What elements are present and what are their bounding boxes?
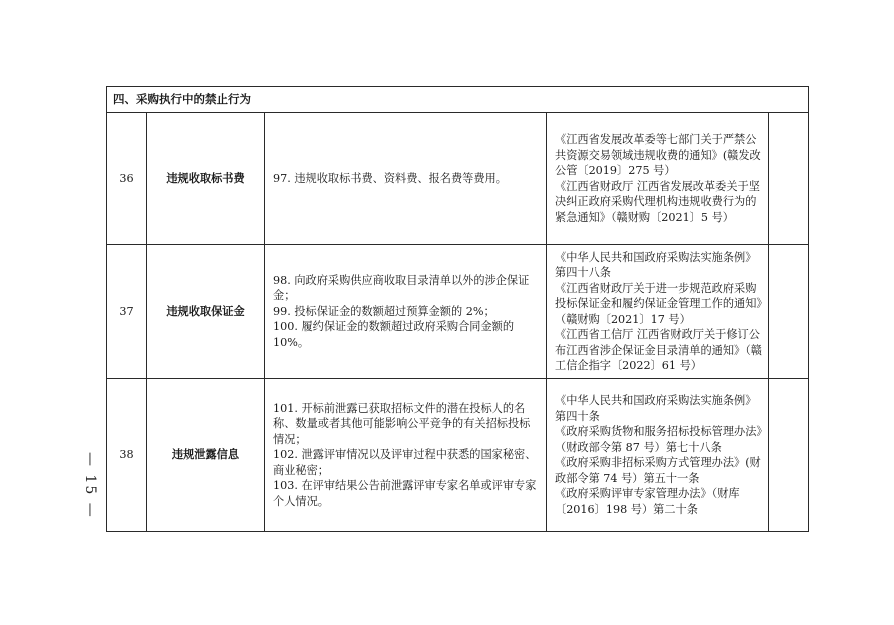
description-item: 98. 向政府采购供应商收取目录清单以外的涉企保证金； — [273, 273, 530, 303]
legal-basis — [547, 113, 769, 245]
description-item: 97. 违规收取标书费、资料费、报名费等费用。 — [273, 171, 507, 185]
basis-item: 《江西省工信厅 江西省财政厅关于修订公布江西省涉企保证金目录清单的通知》（赣工信企指字〔2022〕61 号） — [555, 328, 762, 372]
behavior-description — [265, 245, 547, 379]
description-item: 102. 泄露评审情况以及评审过程中获悉的国家秘密、商业秘密； — [273, 448, 537, 477]
table-row — [107, 245, 809, 379]
prohibited-behaviors-table — [106, 86, 809, 532]
remarks-cell — [769, 379, 809, 532]
page-number: — 15 — — [82, 451, 98, 519]
behavior-name: 违规收取标书费 — [147, 113, 265, 245]
remarks-cell — [769, 245, 809, 379]
remarks-cell — [769, 113, 809, 245]
legal-basis — [547, 245, 769, 379]
section-title: 四、采购执行中的禁止行为 — [107, 87, 809, 113]
basis-item: 《政府采购评审专家管理办法》（财库〔2016〕198 号）第二十条 — [555, 487, 740, 516]
table-row — [107, 113, 809, 245]
row-number: 38 — [107, 379, 147, 532]
basis-item: 《政府采购非招标采购方式管理办法》(财政部令第 74 号）第五十一条 — [555, 456, 761, 485]
basis-item: 《政府采购货物和服务招标投标管理办法》（财政部令第 87 号）第七十八条 — [555, 425, 762, 454]
basis-item: 《江西省财政厅 江西省发展改革委关于坚决纠正政府采购代理机构违规收费行为的紧急通知》（赣财购〔2021〕5 号） — [555, 179, 760, 224]
description-item: 99. 投标保证金的数额超过预算金额的 2%； — [273, 304, 495, 318]
row-number: 37 — [107, 245, 147, 379]
behavior-description — [265, 379, 547, 532]
description-item: 103. 在评审结果公告前泄露评审专家名单或评审专家个人情况。 — [273, 479, 537, 508]
legal-basis — [547, 379, 769, 532]
description-item: 101. 开标前泄露已获取招标文件的潜在投标人的名称、数量或者其他可能影响公平竞争的有关招标投标情况； — [273, 401, 531, 446]
behavior-description — [265, 113, 547, 245]
basis-item: 《中华人民共和国政府采购法实施条例》第四十条 — [555, 394, 757, 423]
basis-item: 《江西省财政厅关于进一步规范政府采购投标保证金和履约保证金管理工作的通知》（赣财购〔2021〕17 号） — [555, 281, 762, 326]
basis-item: 《中华人民共和国政府采购法实施条例》第四十八条 — [555, 250, 757, 279]
basis-item: 《江西省发展改革委等七部门关于严禁公共资源交易领域违规收费的通知》(赣发改公管〔2019〕275 号） — [555, 133, 761, 177]
behavior-name: 违规收取保证金 — [147, 245, 265, 379]
table-row — [107, 379, 809, 532]
row-number: 36 — [107, 113, 147, 245]
section-header-row — [107, 87, 809, 113]
behavior-name: 违规泄露信息 — [147, 379, 265, 532]
description-item: 100. 履约保证金的数额超过政府采购合同金额的 10%。 — [273, 320, 515, 349]
